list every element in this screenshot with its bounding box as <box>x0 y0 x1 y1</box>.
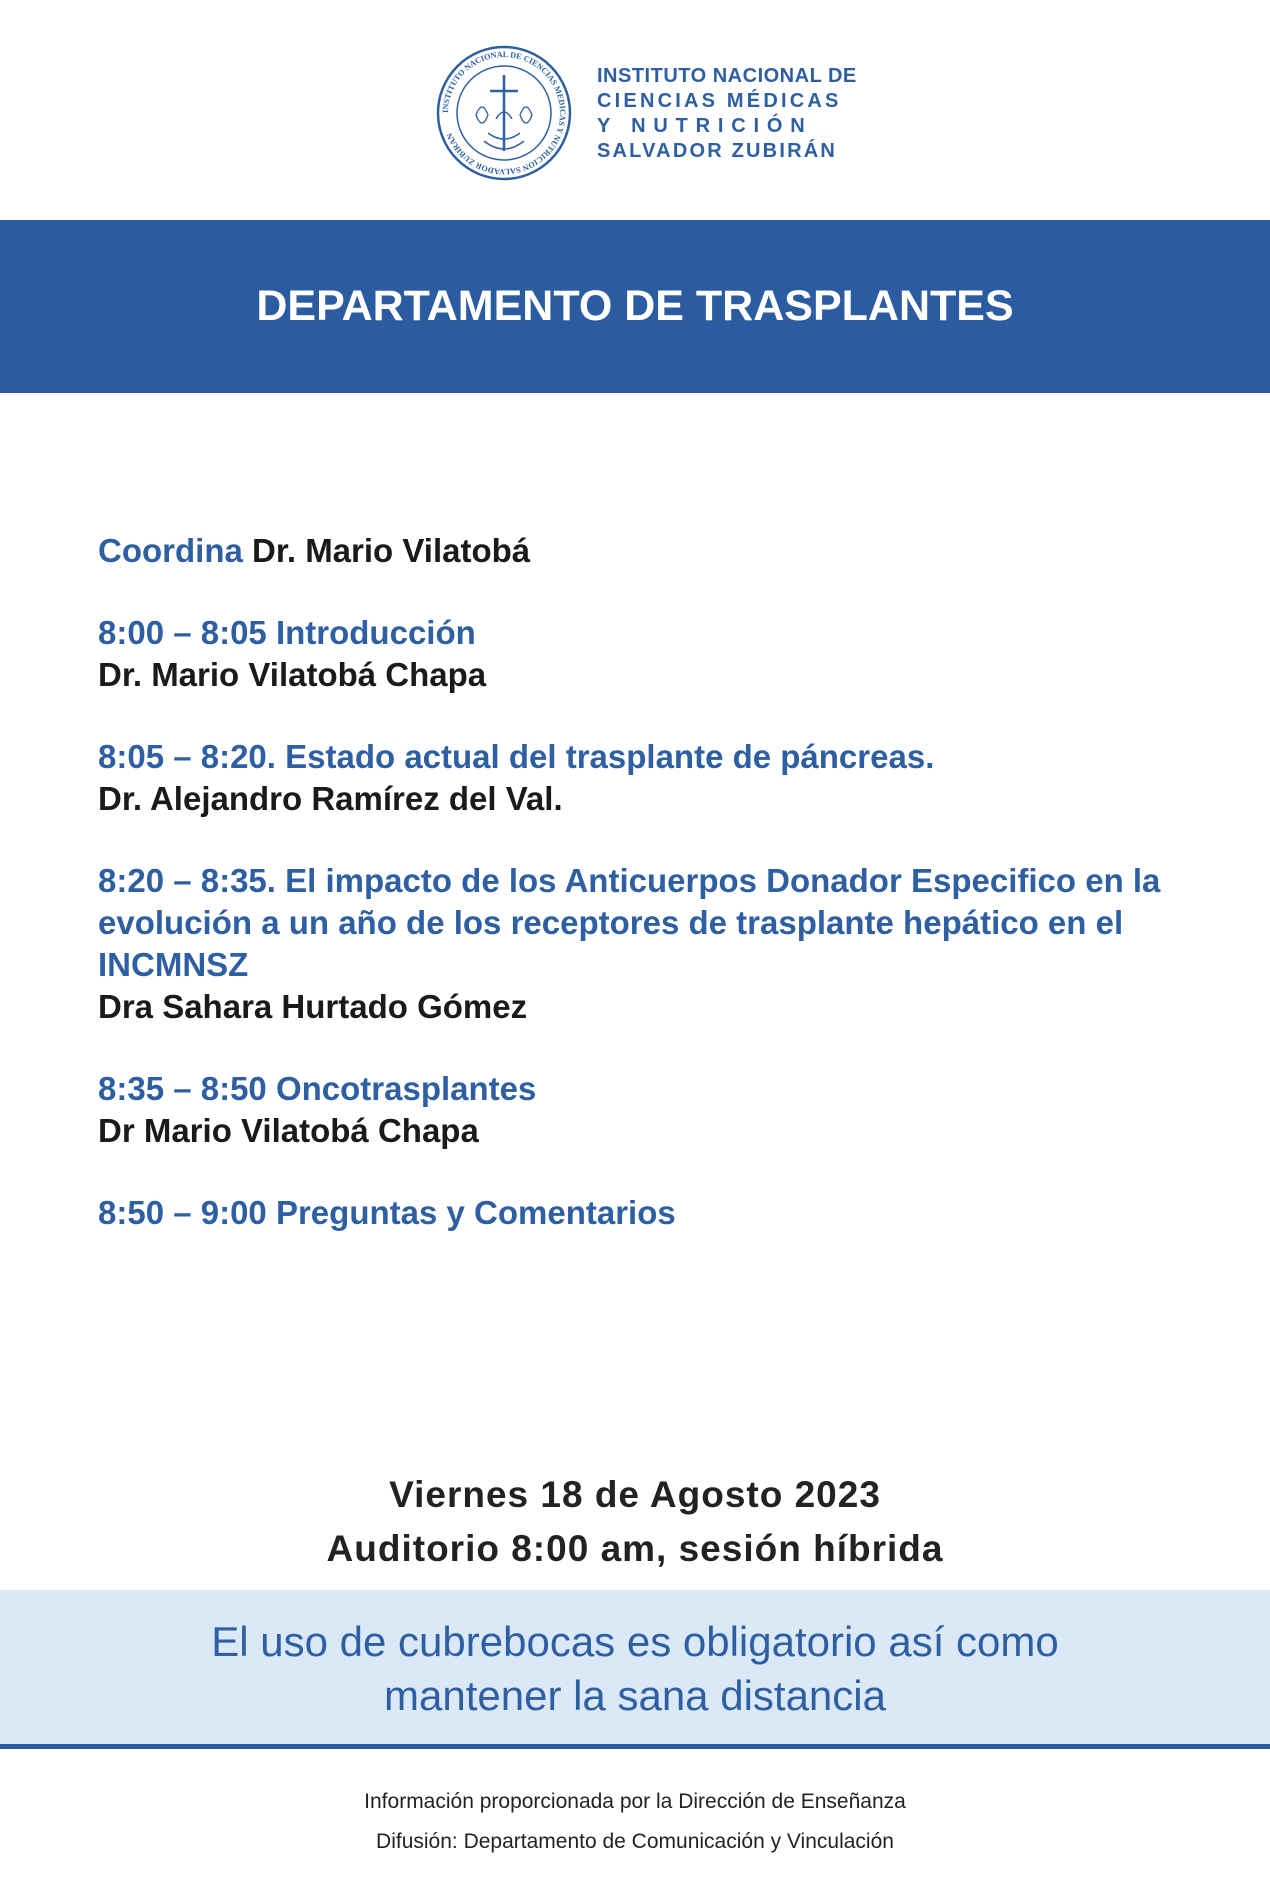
department-title: DEPARTAMENTO DE TRASPLANTES <box>256 282 1014 330</box>
coordinator-label: Coordina <box>98 532 243 569</box>
program-list <box>98 530 1238 1274</box>
program-item-title: 8:35 – 8:50 Oncotrasplantes <box>98 1070 537 1107</box>
program-item-title: 8:20 – 8:35. El impacto de los Anticuerpos Donador Especifico en la evolución a un año de los receptores de trasplante hepático en el INCMNSZ <box>98 862 1161 983</box>
event-info <box>0 1468 1270 1576</box>
department-banner <box>0 220 1270 393</box>
notice-line-2: mantener la sana distancia <box>384 1671 886 1719</box>
program-item <box>98 860 1238 1028</box>
program-item-speaker: Dr. Mario Vilatobá Chapa <box>98 656 487 693</box>
program-item <box>98 1192 1238 1234</box>
program-item-speaker: Dra Sahara Hurtado Gómez <box>98 988 528 1025</box>
notice-line-1: El uso de cubrebocas es obligatorio así como <box>211 1617 1059 1665</box>
header <box>0 0 1270 220</box>
footer-line-1: Información proporcionada por la Dirección de Enseñanza <box>364 1790 906 1813</box>
divider <box>0 1744 1270 1749</box>
program-item-title: 8:05 – 8:20. Estado actual del trasplante de páncreas. <box>98 738 935 775</box>
event-date: Viernes 18 de Agosto 2023 <box>389 1474 881 1515</box>
institution-seal-logo <box>436 45 572 181</box>
institution-line-4: SALVADOR ZUBIRÁN <box>597 140 838 162</box>
program-item-title: 8:00 – 8:05 Introducción <box>98 614 476 651</box>
program-item <box>98 1068 1238 1152</box>
institution-line-1: INSTITUTO NACIONAL DE <box>597 65 857 87</box>
program-item <box>98 736 1238 820</box>
event-location: Auditorio 8:00 am, sesión híbrida <box>326 1528 944 1569</box>
coordinator-name: Dr. Mario Vilatobá <box>252 532 531 569</box>
program-item-title: 8:50 – 9:00 Preguntas y Comentarios <box>98 1194 676 1231</box>
institution-line-3: Y NUTRICIÓN <box>597 115 813 137</box>
institution-name <box>597 64 857 164</box>
footer-line-2: Difusión: Departamento de Comunicación y Vinculación <box>376 1830 894 1853</box>
coordinator <box>98 530 1238 572</box>
program-item <box>98 612 1238 696</box>
program-item-speaker: Dr Mario Vilatobá Chapa <box>98 1112 479 1149</box>
mask-notice <box>0 1590 1270 1747</box>
program-item-speaker: Dr. Alejandro Ramírez del Val. <box>98 780 563 817</box>
svg-text:INSTITUTO NACIONAL DE CIENCIAS: INSTITUTO NACIONAL DE CIENCIAS MEDICAS Y NUTRICION SALVADOR ZUBIRAN <box>440 49 568 177</box>
footer <box>0 1782 1270 1862</box>
institution-line-2: CIENCIAS MÉDICAS <box>597 90 842 112</box>
